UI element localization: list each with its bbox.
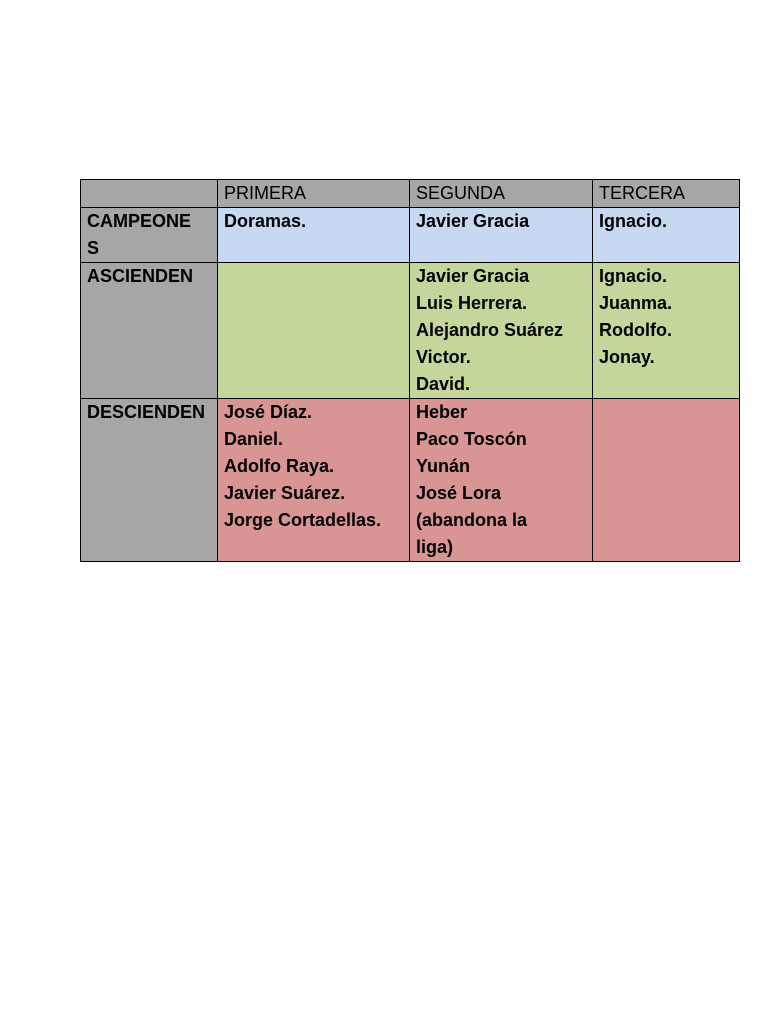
row-label-line: S [87,238,100,258]
name-entry: Ignacio. [599,211,668,231]
name-entry: Heber [416,402,468,422]
row-label-line: CAMPEONE [87,211,192,231]
table-row-campeones [81,208,740,263]
league-results-table [80,179,740,562]
name-entry: Jorge Cortadellas. [224,510,382,530]
row-label-line: DESCIENDEN [87,402,206,422]
table-row-descienden [81,399,740,562]
name-entry: Victor. [416,347,471,367]
cell-descienden-tercera [593,399,740,562]
cell-campeones-primera [218,208,410,263]
cell-descienden-segunda [410,399,593,562]
row-label-line: ASCIENDEN [87,266,194,286]
cell-campeones-tercera [593,208,740,263]
name-entry: Javier Gracia [416,266,530,286]
name-entry: Javier Suárez. [224,483,346,503]
name-entry: Adolfo Raya. [224,456,335,476]
header-tercera: TERCERA [593,180,740,208]
cell-campeones-segunda [410,208,593,263]
name-entry: Daniel. [224,429,284,449]
name-entry: José Díaz. [224,402,313,422]
name-entry: Luis Herrera. [416,293,528,313]
name-entry: (abandona la [416,510,528,530]
name-entry: José Lora [416,483,502,503]
cell-ascienden-primera [218,263,410,399]
cell-ascienden-tercera [593,263,740,399]
name-entry: Jonay. [599,347,655,367]
header-primera: PRIMERA [218,180,410,208]
name-entry: liga) [416,537,454,557]
table-row-ascienden [81,263,740,399]
row-label-campeones [81,208,218,263]
name-entry: Juanma. [599,293,673,313]
name-entry: Ignacio. [599,266,668,286]
name-entry: Javier Gracia [416,211,530,231]
row-label-ascienden [81,263,218,399]
name-entry: David. [416,374,471,394]
name-entry: Alejandro Suárez [416,320,564,340]
table-header-row [81,180,740,208]
name-entry: Doramas. [224,211,307,231]
name-entry: Yunán [416,456,471,476]
name-entry: Paco Toscón [416,429,527,449]
cell-ascienden-segunda [410,263,593,399]
row-label-descienden [81,399,218,562]
header-corner-cell [81,180,218,208]
name-entry: Rodolfo. [599,320,672,340]
cell-descienden-primera [218,399,410,562]
header-segunda: SEGUNDA [410,180,593,208]
